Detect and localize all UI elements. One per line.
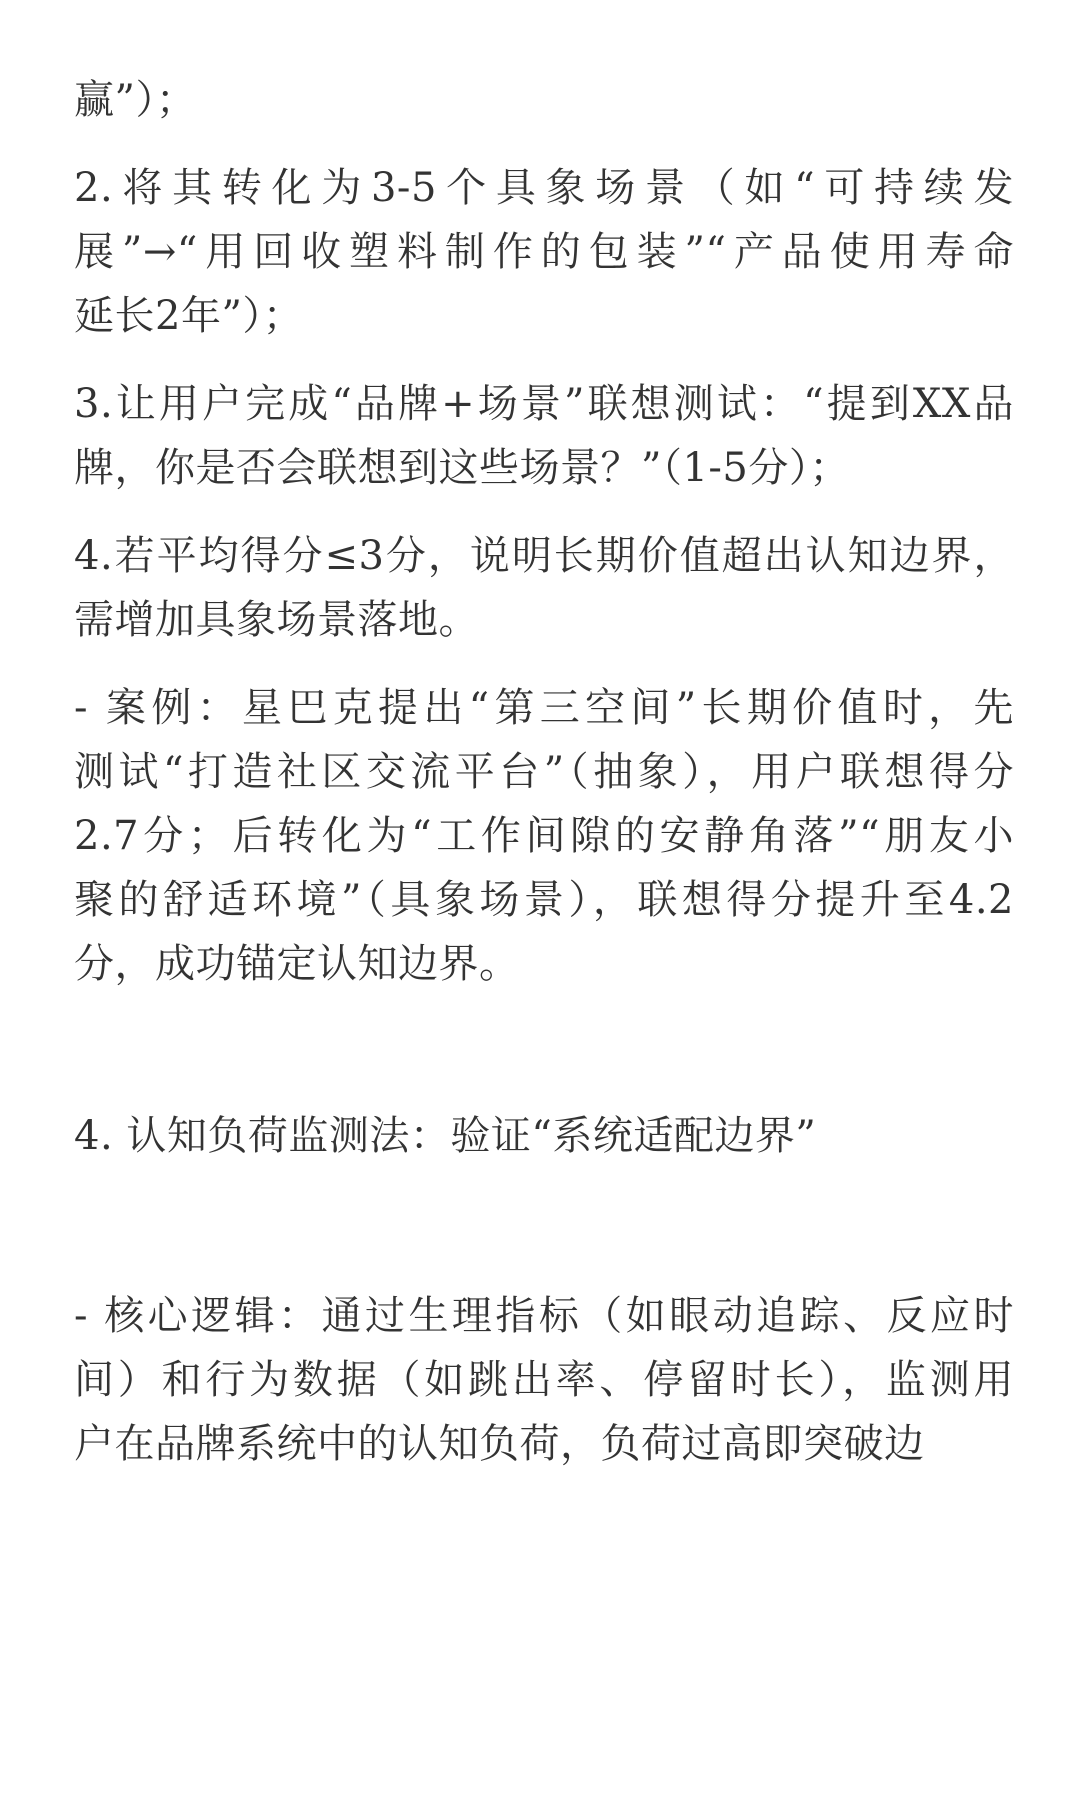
text-line: 户在品牌系统中的认知负荷，负荷过高即突破边 xyxy=(74,1421,925,1467)
text-line: 2.将其转化为3-5个具象场景（如“可持续发 xyxy=(74,165,1014,211)
text-line: 测试“打造社区交流平台”（抽象），用户联想得分 xyxy=(74,749,1014,795)
text-line: 分，成功锚定认知边界。 xyxy=(74,941,520,987)
section-heading-text: 4. 认知负荷监测法：验证“系统适配边界” xyxy=(74,1113,817,1159)
text-line: 展”→“用回收塑料制作的包装”“产品使用寿命 xyxy=(74,229,1014,275)
text-line: 间）和行为数据（如跳出率、停留时长），监测用 xyxy=(74,1357,1014,1403)
text-line: 3.让用户完成“品牌+场景”联想测试：“提到XX品 xyxy=(74,381,1014,427)
text-line: - 案例：星巴克提出“第三空间”长期价值时，先 xyxy=(74,685,1014,731)
text-line: 赢”）； xyxy=(74,77,197,123)
text-line: 2.7分；后转化为“工作间隙的安静角落”“朋友小 xyxy=(74,813,1014,859)
text-line: 延长2年”）； xyxy=(74,293,304,339)
text-line: 牌，你是否会联想到这些场景？”（1-5分）； xyxy=(74,445,850,491)
text-line: 聚的舒适环境”（具象场景），联想得分提升至4.2 xyxy=(74,877,1014,923)
text-line: 需增加具象场景落地。 xyxy=(74,597,479,643)
text-line: 4.若平均得分≤3分，说明长期价值超出认知边界， xyxy=(74,533,1014,579)
text-line: - 核心逻辑：通过生理指标（如眼动追踪、反应时 xyxy=(74,1293,1014,1339)
